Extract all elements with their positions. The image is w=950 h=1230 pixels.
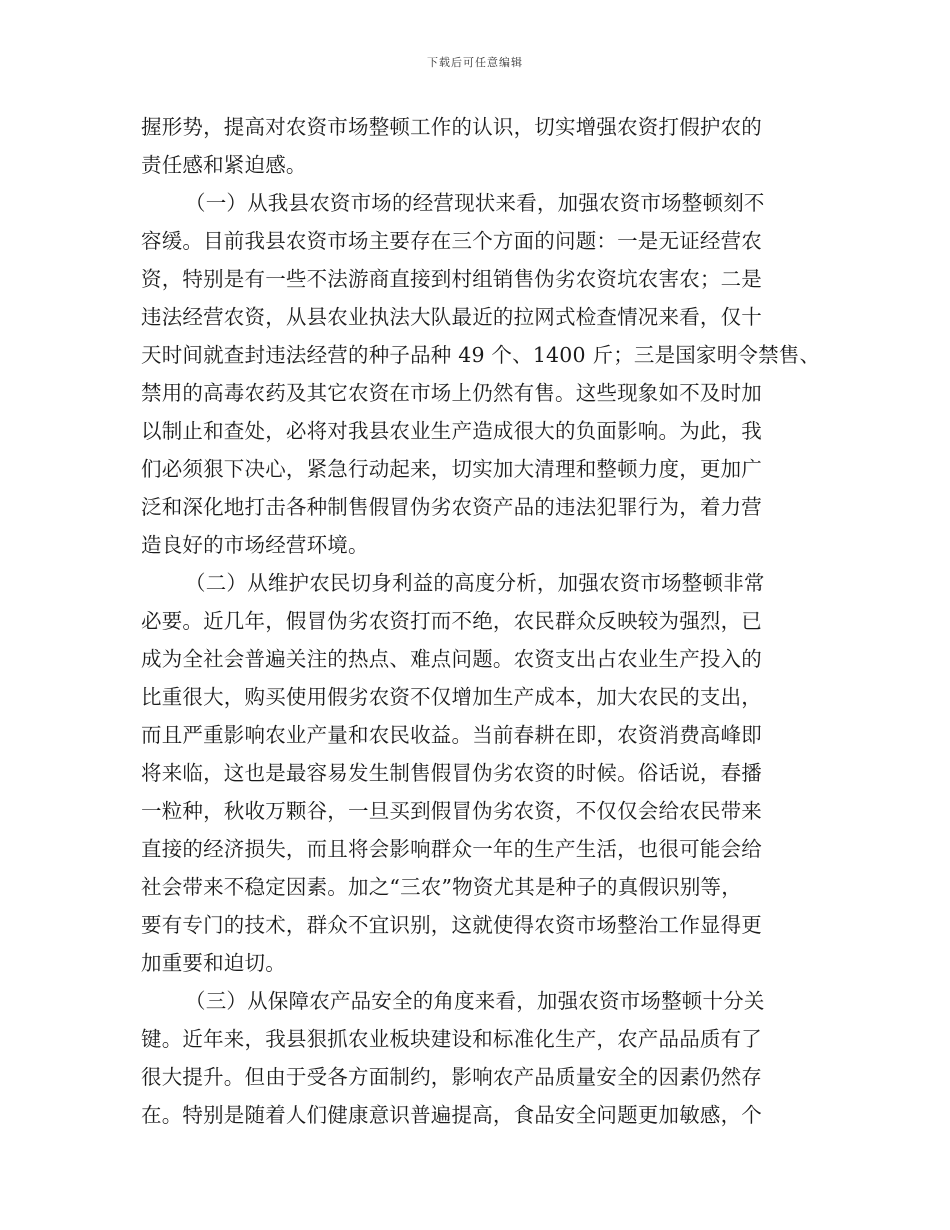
text-line: 违法经营农资，从县农业执法大队最近的拉网式检查情况来看，仅十 xyxy=(141,305,762,329)
text-line: 键。近年来，我县狠抓农业板块建设和标准化生产，农产品品质有了 xyxy=(141,1027,762,1051)
text-line: 要有专门的技术，群众不宜识别，这就使得农资市场整治工作显得更 xyxy=(141,913,762,937)
text-line: 将来临，这也是最容易发生制售假冒伪劣农资的时候。俗话说，春播 xyxy=(141,761,762,785)
text-line: 以制止和查处，必将对我县农业生产造成很大的负面影响。为此，我 xyxy=(141,419,762,443)
text-line: 天时间就查封违法经营的种子品种 49 个、1400 斤；三是国家明令禁售、 xyxy=(141,343,821,367)
text-line: 在。特别是随着人们健康意识普遍提高，食品安全问题更加敏感，个 xyxy=(141,1103,762,1127)
text-line: 容缓。目前我县农资市场主要存在三个方面的问题：一是无证经营农 xyxy=(141,229,762,253)
text-line: 成为全社会普遍关注的热点、难点问题。农资支出占农业生产投入的 xyxy=(141,647,762,671)
paragraph-first-line: （一）从我县农资市场的经营现状来看，加强农资市场整顿刻不 xyxy=(185,191,765,215)
text-line: 加重要和迫切。 xyxy=(141,951,286,975)
text-line: 禁用的高毒农药及其它农资在市场上仍然有售。这些现象如不及时加 xyxy=(141,381,762,405)
paragraph-first-line: （二）从维护农民切身利益的高度分析，加强农资市场整顿非常 xyxy=(185,571,765,595)
text-line: 而且严重影响农业产量和农民收益。当前春耕在即，农资消费高峰即 xyxy=(141,723,762,747)
document-body xyxy=(141,108,821,1134)
text-line: 直接的经济损失，而且将会影响群众一年的生产生活，也很可能会给 xyxy=(141,837,762,861)
text-line: 社会带来不稳定因素。加之“三农”物资尤其是种子的真假识别等， xyxy=(141,875,742,899)
text-line: 比重很大，购买使用假劣农资不仅增加生产成本，加大农民的支出， xyxy=(141,685,762,709)
text-line: 责任感和紧迫感。 xyxy=(141,153,307,177)
text-line: 握形势，提高对农资市场整顿工作的认识，切实增强农资打假护农的 xyxy=(141,115,762,139)
page-header: 下载后可任意编辑 xyxy=(427,56,523,69)
text-line: 泛和深化地打击各种制售假冒伪劣农资产品的违法犯罪行为，着力营 xyxy=(141,495,762,519)
text-line: 造良好的市场经营环境。 xyxy=(141,533,369,557)
text-line: 一粒种，秋收万颗谷，一旦买到假冒伪劣农资，不仅仅会给农民带来 xyxy=(141,799,762,823)
text-line: 资，特别是有一些不法游商直接到村组销售伪劣农资坑农害农；二是 xyxy=(141,267,762,291)
text-line: 必要。近几年，假冒伪劣农资打而不绝，农民群众反映较为强烈，已 xyxy=(141,609,762,633)
paragraph-first-line: （三）从保障农产品安全的角度来看，加强农资市场整顿十分关 xyxy=(185,989,765,1013)
text-line: 们必须狠下决心，紧急行动起来，切实加大清理和整顿力度，更加广 xyxy=(141,457,762,481)
text-line: 很大提升。但由于受各方面制约，影响农产品质量安全的因素仍然存 xyxy=(141,1065,762,1089)
